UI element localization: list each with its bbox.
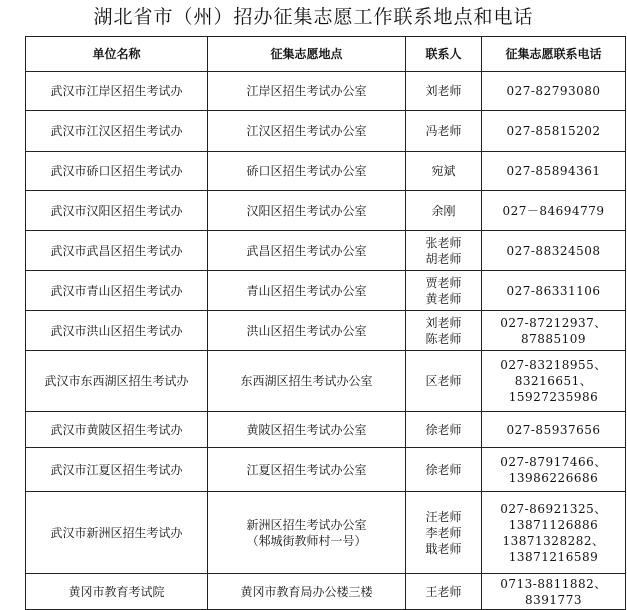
phone-line: 13871328282、 <box>502 533 605 548</box>
unit-cell <box>26 231 208 271</box>
phone-cell <box>482 152 626 191</box>
contact-cell <box>406 492 482 574</box>
table-row <box>26 448 626 492</box>
contact-line: 黄老师 <box>425 291 462 306</box>
phone-cell <box>482 492 626 574</box>
table-row <box>26 231 626 271</box>
phone-line: 0713-8811882、 <box>500 576 607 591</box>
unit-cell <box>26 448 208 492</box>
phone-line: 87885109 <box>520 331 587 346</box>
table-row <box>26 492 626 574</box>
header-contact: 联系人 <box>406 37 482 72</box>
place-line: 汉阳区招生考试办公室 <box>246 203 367 218</box>
phone-line: 13986226686 <box>508 470 599 485</box>
unit-name: 武汉市硚口区招生考试办 <box>50 164 183 178</box>
place-cell <box>208 448 406 492</box>
contact-cell <box>406 152 482 191</box>
phone-cell <box>482 351 626 412</box>
place-line: 黄冈市教育局办公楼三楼 <box>240 584 373 599</box>
place-line: 黄陂区招生考试办公室 <box>246 422 367 437</box>
contact-cell <box>406 111 482 152</box>
phone-line: 027-85815202 <box>506 124 601 138</box>
contact-line: 刘老师 <box>425 315 462 330</box>
unit-cell <box>26 311 208 351</box>
page-title: 湖北省市（州）招办征集志愿工作联系地点和电话 <box>93 6 534 28</box>
place-cell <box>208 311 406 351</box>
phone-line: 027-86921325、 <box>500 501 607 516</box>
unit-name: 武汉市新洲区招生考试办 <box>50 525 183 540</box>
contact-line: 余刚 <box>431 203 456 218</box>
table-row <box>26 351 626 412</box>
place-line: （邾城街教师村一号） <box>246 533 367 548</box>
phone-line: 027-87212937、 <box>500 315 607 330</box>
phone-line: 027-83218955、 <box>500 358 607 372</box>
phone-line: 027-87917466、 <box>500 454 607 469</box>
contact-line: 贾老师 <box>425 275 462 290</box>
contact-table <box>25 36 626 610</box>
contact-line: 汪老师 <box>425 509 462 524</box>
place-line: 新洲区招生考试办公室 <box>246 517 367 532</box>
header-unit: 单位名称 <box>26 37 208 72</box>
contact-cell <box>406 191 482 231</box>
unit-name: 武汉市江夏区招生考试办 <box>50 462 183 477</box>
phone-line: 027-85937656 <box>506 422 601 437</box>
unit-cell <box>26 574 208 610</box>
header-phone: 征集志愿联系电话 <box>482 37 626 72</box>
table-row <box>26 412 626 448</box>
table-row <box>26 271 626 311</box>
phone-cell <box>482 72 626 111</box>
phone-line: 027-82793080 <box>506 84 601 98</box>
unit-cell <box>26 412 208 448</box>
phone-cell <box>482 311 626 351</box>
place-line: 江岸区招生考试办公室 <box>246 84 367 98</box>
place-cell <box>208 412 406 448</box>
contact-cell <box>406 412 482 448</box>
phone-line: 15927235986 <box>508 390 599 404</box>
phone-cell <box>482 191 626 231</box>
contact-line: 王老师 <box>425 584 462 599</box>
contact-cell <box>406 231 482 271</box>
contact-cell <box>406 448 482 492</box>
contact-line: 徐老师 <box>425 462 462 477</box>
table-row <box>26 311 626 351</box>
unit-name: 武汉市洪山区招生考试办 <box>50 323 183 338</box>
unit-name: 武汉市江汉区招生考试办 <box>50 124 183 138</box>
phone-line: 83216651、 <box>514 374 593 388</box>
place-cell <box>208 492 406 574</box>
place-cell <box>208 191 406 231</box>
unit-cell <box>26 111 208 152</box>
table-row <box>26 152 626 191</box>
phone-line: 027-88324508 <box>506 243 601 258</box>
contact-line: 戢老师 <box>425 541 462 556</box>
contact-cell <box>406 311 482 351</box>
contact-line: 冯老师 <box>425 124 462 138</box>
phone-line: 8391773 <box>525 592 582 607</box>
table-body <box>26 72 626 610</box>
table-header-row <box>26 37 626 72</box>
unit-name: 武汉市江岸区招生考试办 <box>50 84 183 98</box>
contact-line: 刘老师 <box>425 84 462 98</box>
unit-cell <box>26 152 208 191</box>
table-row <box>26 574 626 610</box>
place-line: 江夏区招生考试办公室 <box>246 462 367 477</box>
place-line: 青山区招生考试办公室 <box>246 283 367 298</box>
unit-cell <box>26 492 208 574</box>
table-row <box>26 72 626 111</box>
header-place: 征集志愿地点 <box>208 37 406 72</box>
contact-cell <box>406 574 482 610</box>
unit-name: 武汉市东西湖区招生考试办 <box>44 374 189 388</box>
phone-line: 027-85894361 <box>506 164 601 178</box>
phone-line: 13871216589 <box>508 549 599 564</box>
contact-line: 宛斌 <box>431 164 456 178</box>
place-cell <box>208 152 406 191</box>
unit-cell <box>26 191 208 231</box>
contact-cell <box>406 72 482 111</box>
contact-line: 徐老师 <box>425 422 462 437</box>
place-cell <box>208 111 406 152</box>
phone-cell <box>482 412 626 448</box>
phone-line: 027－84694779 <box>502 203 605 218</box>
place-cell <box>208 574 406 610</box>
place-line: 东西湖区招生考试办公室 <box>240 374 373 388</box>
place-cell <box>208 231 406 271</box>
contact-line: 张老师 <box>425 235 462 250</box>
contact-line: 陈老师 <box>425 331 462 346</box>
place-line: 武昌区招生考试办公室 <box>246 243 367 258</box>
table-row <box>26 191 626 231</box>
contact-line: 区老师 <box>425 374 462 388</box>
unit-name: 武汉市武昌区招生考试办 <box>50 243 183 258</box>
contact-line: 胡老师 <box>425 251 462 266</box>
unit-cell <box>26 72 208 111</box>
place-line: 江汉区招生考试办公室 <box>246 124 367 138</box>
unit-cell <box>26 271 208 311</box>
place-line: 洪山区招生考试办公室 <box>246 323 367 338</box>
unit-name: 黄冈市教育考试院 <box>68 584 165 599</box>
unit-name: 武汉市汉阳区招生考试办 <box>50 203 183 218</box>
place-cell <box>208 72 406 111</box>
table-row <box>26 111 626 152</box>
place-cell <box>208 351 406 412</box>
place-line: 硚口区招生考试办公室 <box>246 164 367 178</box>
phone-cell <box>482 231 626 271</box>
contact-cell <box>406 271 482 311</box>
contact-cell <box>406 351 482 412</box>
phone-cell <box>482 574 626 610</box>
unit-name: 武汉市黄陂区招生考试办 <box>50 422 183 437</box>
unit-name: 武汉市青山区招生考试办 <box>50 283 183 298</box>
phone-cell <box>482 448 626 492</box>
phone-line: 027-86331106 <box>506 283 601 298</box>
unit-cell <box>26 351 208 412</box>
phone-line: 13871126886 <box>508 517 599 532</box>
phone-cell <box>482 271 626 311</box>
contact-line: 李老师 <box>425 525 462 540</box>
place-cell <box>208 271 406 311</box>
phone-cell <box>482 111 626 152</box>
